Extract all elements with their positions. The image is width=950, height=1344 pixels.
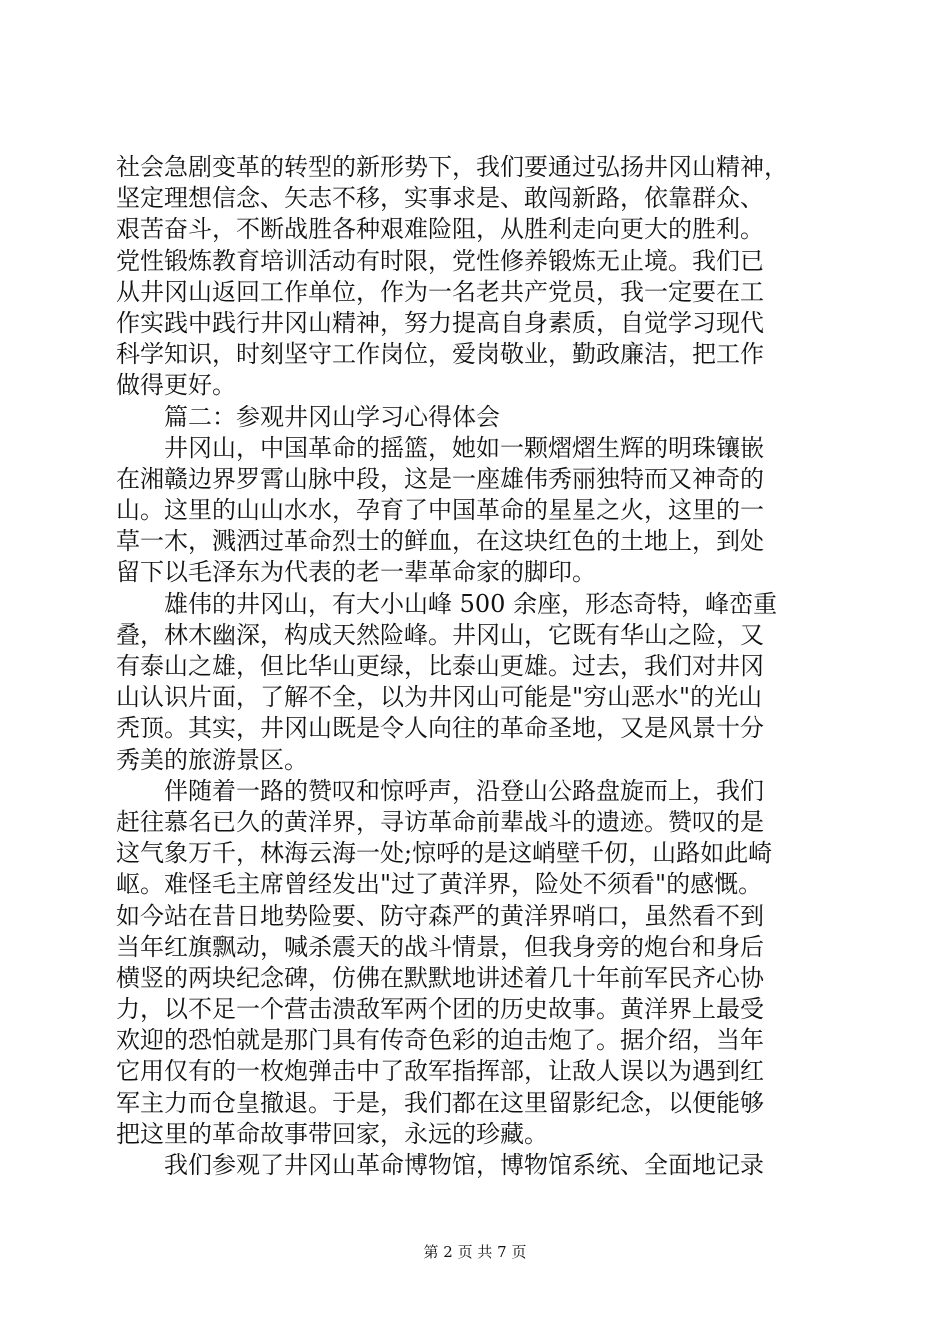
- text-line: 留下以毛泽东为代表的老一辈革命家的脚印。: [116, 558, 596, 587]
- text-line: 雄伟的井冈山，有大小山峰 500 余座，形态奇特，峰峦重: [164, 589, 778, 618]
- paragraph: [116, 589, 836, 776]
- text-line: 作实践中践行井冈山精神，努力提高自身素质，自觉学习现代: [116, 308, 764, 337]
- text-line: 把这里的革命故事带回家，永远的珍藏。: [116, 1119, 548, 1148]
- text-line: 坚定理想信念、矢志不移，实事求是、敢闯新路，依靠群众、: [116, 184, 764, 213]
- text-line: 欢迎的恐怕就是那门具有传奇色彩的迫击炮了。据介绍，当年: [116, 1026, 764, 1055]
- text-line: 从井冈山返回工作单位，作为一名老共产党员，我一定要在工: [116, 277, 764, 306]
- text-line: 艰苦奋斗，不断战胜各种艰难险阻，从胜利走向更大的胜利。: [116, 215, 764, 244]
- text-line: 横竖的两块纪念碑，仿佛在默默地讲述着几十年前军民齐心协: [116, 963, 764, 992]
- text-line: 如今站在昔日地势险要、防守森严的黄洋界哨口，虽然看不到: [116, 901, 764, 930]
- paragraph: [116, 152, 836, 246]
- text-line: 赶往慕名已久的黄洋界，寻访革命前辈战斗的遗迹。赞叹的是: [116, 807, 764, 836]
- text-line: 山认识片面，了解不全，以为井冈山可能是"穷山恶水"的光山: [116, 683, 763, 712]
- paragraph: [116, 246, 836, 402]
- paragraph: [116, 1150, 836, 1181]
- text-line: 山。这里的山山水水，孕育了中国革命的星星之火，这里的一: [116, 496, 764, 525]
- paragraph: [116, 433, 836, 589]
- text-line: 这气象万千，林海云海一处;惊呼的是这峭壁千仞，山路如此崎: [116, 839, 773, 868]
- text-line: 有泰山之雄，但比华山更绿，比泰山更雄。过去，我们对井冈: [116, 652, 764, 680]
- text-line: 做得更好。: [116, 371, 236, 400]
- text-line: 力，以不足一个营击溃敌军两个团的历史故事。黄洋界上最受: [116, 995, 764, 1024]
- text-line: 我们参观了井冈山革命博物馆，博物馆系统、全面地记录: [164, 1151, 764, 1179]
- text-line: 社会急剧变革的转型的新形势下，我们要通过弘扬井冈山精神，: [116, 153, 788, 181]
- text-line: 岖。难怪毛主席曾经发出"过了黄洋界，险处不须看"的感慨。: [116, 870, 763, 899]
- text-line: 党性锻炼教育培训活动有时限，党性修养锻炼无止境。我们已: [116, 246, 764, 275]
- paragraph: [116, 776, 836, 1150]
- heading-text: 篇二：参观井冈山学习心得体会: [164, 402, 500, 431]
- page-footer: 第 2 页 共 7 页: [423, 1243, 527, 1261]
- text-line: 草一木，溅洒过革命烈士的鲜血，在这块红色的土地上，到处: [116, 527, 764, 556]
- text-line: 科学知识，时刻坚守工作岗位，爱岗敬业，勤政廉洁，把工作: [116, 340, 764, 369]
- text-line: 秃顶。其实，井冈山既是令人向往的革命圣地，又是风景十分: [116, 714, 764, 743]
- text-line: 秀美的旅游景区。: [116, 745, 308, 774]
- text-line: 井冈山，中国革命的摇篮，她如一颗熠熠生辉的明珠镶嵌: [164, 433, 764, 462]
- document-body: [116, 152, 836, 1181]
- text-line: 军主力而仓皇撤退。于是，我们都在这里留影纪念，以便能够: [116, 1088, 764, 1117]
- text-line: 伴随着一路的赞叹和惊呼声，沿登山公路盘旋而上，我们: [164, 776, 764, 805]
- text-line: 当年红旗飘动，喊杀震天的战斗情景，但我身旁的炮台和身后: [116, 932, 764, 961]
- text-line: 它用仅有的一枚炮弹击中了敌军指挥部，让敌人误以为遇到红: [116, 1057, 764, 1086]
- text-line: 叠，林木幽深，构成天然险峰。井冈山，它既有华山之险，又: [116, 620, 764, 649]
- section-heading: [116, 402, 836, 433]
- text-line: 在湘赣边界罗霄山脉中段，这是一座雄伟秀丽独特而又神奇的: [116, 464, 764, 493]
